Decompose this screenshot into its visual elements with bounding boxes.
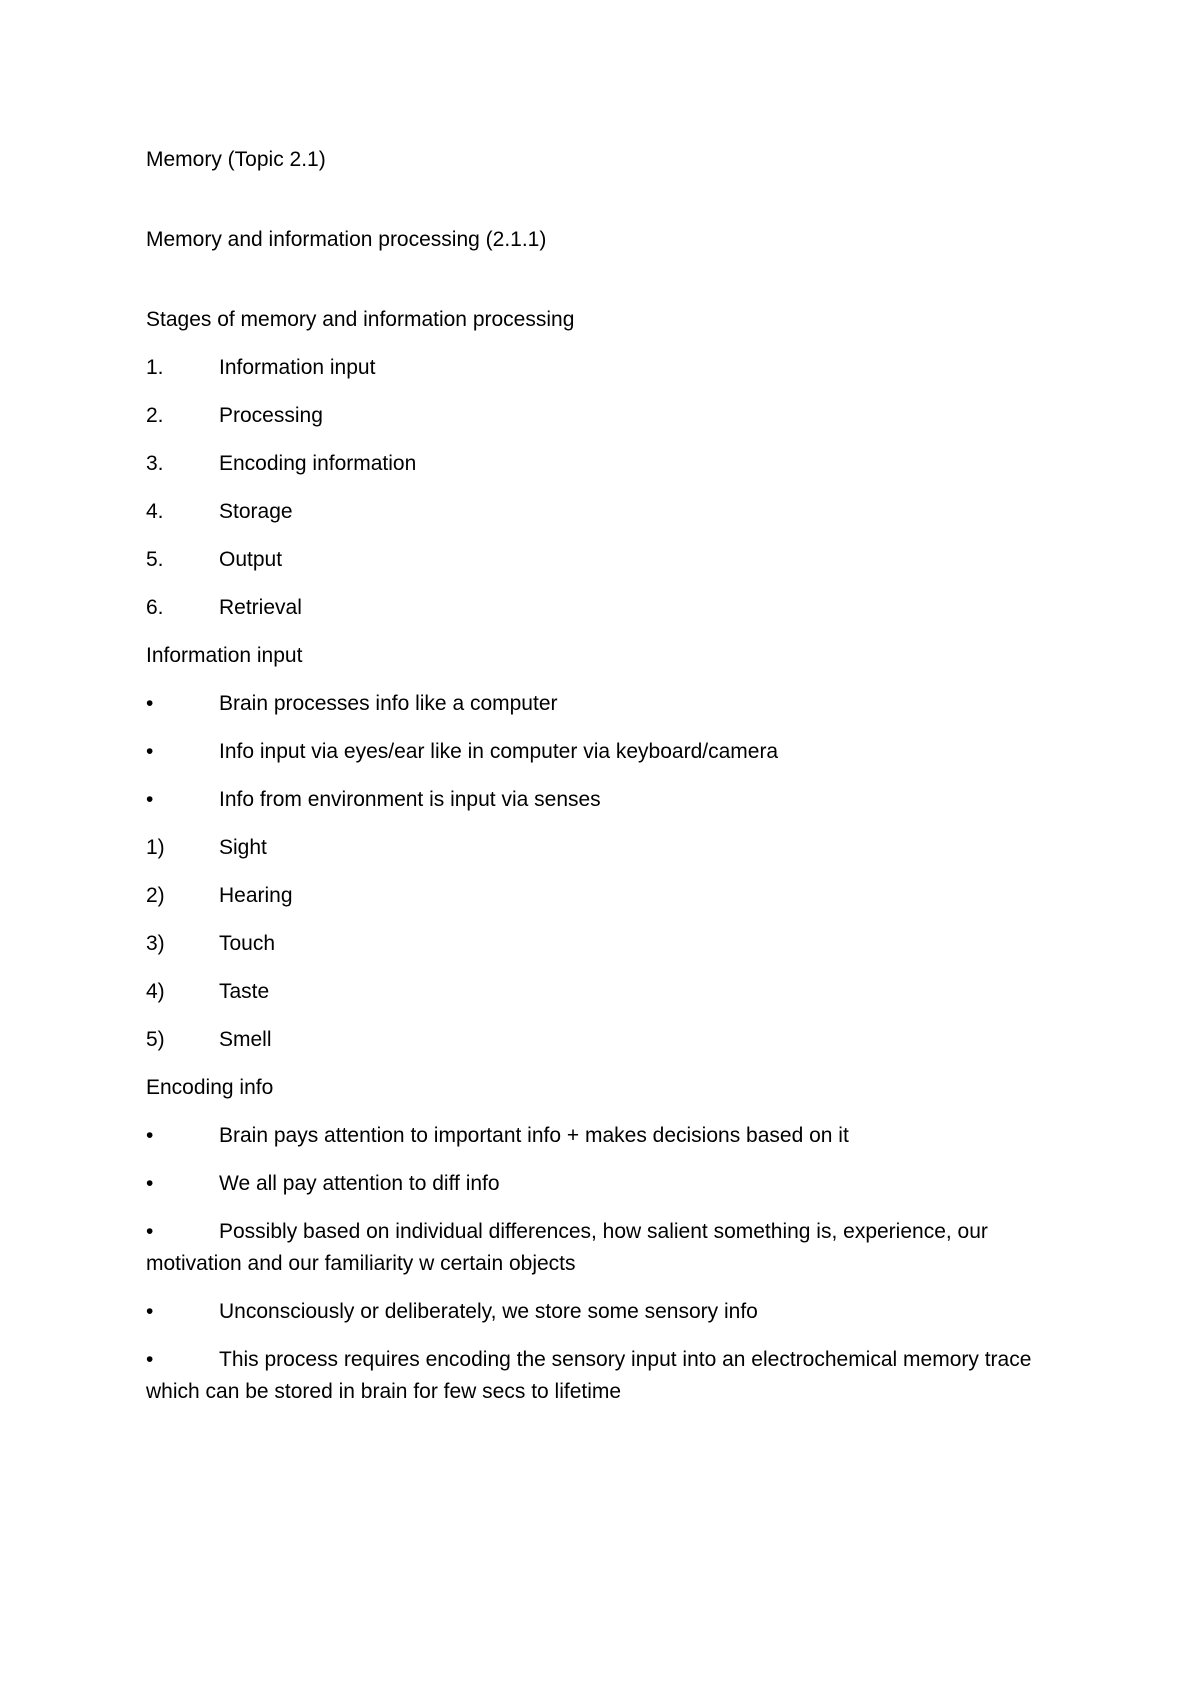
stages-list <box>146 352 1046 624</box>
list-item-text: Taste <box>219 980 270 1003</box>
bullet-marker: • <box>146 1348 154 1371</box>
list-item <box>146 880 1046 912</box>
list-item-text: Info input via eyes/ear like in computer via keyboard/camera <box>219 740 779 763</box>
list-item <box>146 592 1046 624</box>
list-marker: 4. <box>146 500 164 523</box>
bullet-marker: • <box>146 788 154 811</box>
list-item-text: Touch <box>219 932 276 955</box>
input-heading: Information input <box>146 644 303 667</box>
list-item <box>146 1216 1046 1280</box>
list-item-text: This process requires encoding the sensory input into an electrochemical memory trace which can be stored in brain for few secs to lifetime <box>146 1348 1032 1403</box>
list-item <box>146 496 1046 528</box>
list-item <box>146 1120 1046 1152</box>
document-body <box>146 144 1046 1424</box>
list-marker: 1. <box>146 356 164 379</box>
senses-list <box>146 832 1046 1056</box>
section-subtitle: Memory and information processing (2.1.1) <box>146 228 547 251</box>
list-item <box>146 784 1046 816</box>
list-item-text: Encoding information <box>219 452 417 475</box>
list-item-text: Brain processes info like a computer <box>219 692 558 715</box>
bullet-marker: • <box>146 1172 154 1195</box>
list-item <box>146 976 1046 1008</box>
bullet-marker: • <box>146 692 154 715</box>
bullet-marker: • <box>146 1220 154 1243</box>
document-title: Memory (Topic 2.1) <box>146 148 326 171</box>
list-item <box>146 736 1046 768</box>
list-item <box>146 1296 1046 1328</box>
list-item-text: Retrieval <box>219 596 302 619</box>
list-marker: 5. <box>146 548 164 571</box>
stages-heading: Stages of memory and information processing <box>146 308 575 331</box>
bullet-marker: • <box>146 1124 154 1147</box>
list-item <box>146 400 1046 432</box>
list-marker: 3) <box>146 932 165 955</box>
bullet-marker: • <box>146 740 154 763</box>
list-item-text: Output <box>219 548 283 571</box>
list-marker: 2. <box>146 404 164 427</box>
list-marker: 6. <box>146 596 164 619</box>
list-item <box>146 1168 1046 1200</box>
list-item-text: Information input <box>219 356 376 379</box>
list-item <box>146 448 1046 480</box>
list-item-text: Hearing <box>219 884 293 907</box>
list-item-text: Storage <box>219 500 293 523</box>
list-item <box>146 544 1046 576</box>
list-marker: 3. <box>146 452 164 475</box>
list-item <box>146 832 1046 864</box>
list-marker: 4) <box>146 980 165 1003</box>
list-item-text: Info from environment is input via senses <box>219 788 601 811</box>
list-marker: 5) <box>146 1028 165 1051</box>
bullet-marker: • <box>146 1300 154 1323</box>
list-marker: 2) <box>146 884 165 907</box>
list-item-text: We all pay attention to diff info <box>219 1172 500 1195</box>
list-item-text: Possibly based on individual differences, how salient something is, experience, our motivation and our familiarity w certain objects <box>146 1220 988 1275</box>
list-marker: 1) <box>146 836 165 859</box>
list-item-text: Sight <box>219 836 267 859</box>
list-item-text: Smell <box>219 1028 272 1051</box>
list-item <box>146 1344 1046 1408</box>
list-item-text: Brain pays attention to important info + makes decisions based on it <box>219 1124 849 1147</box>
list-item-text: Processing <box>219 404 323 427</box>
encoding-heading: Encoding info <box>146 1076 274 1099</box>
list-item <box>146 352 1046 384</box>
list-item <box>146 928 1046 960</box>
encoding-bullet-list <box>146 1120 1046 1408</box>
list-item <box>146 1024 1046 1056</box>
input-bullet-list <box>146 688 1046 816</box>
list-item <box>146 688 1046 720</box>
list-item-text: Unconsciously or deliberately, we store some sensory info <box>219 1300 758 1323</box>
